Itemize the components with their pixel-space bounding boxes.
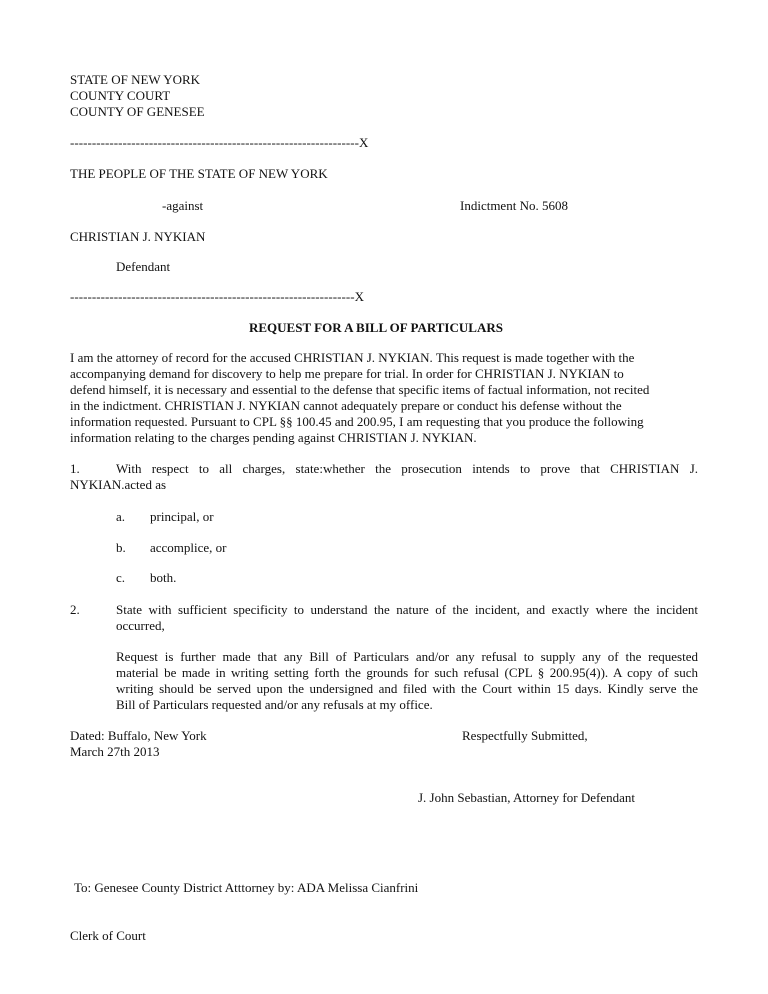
option-letter: a. bbox=[116, 509, 126, 524]
item-number: 1. bbox=[70, 461, 80, 476]
dated-date: March 27th 2013 bbox=[70, 744, 160, 759]
item-number: 2. bbox=[70, 602, 80, 617]
intro-line: information relating to the charges pending against CHRISTIAN J. NYKIAN. bbox=[70, 430, 477, 445]
against-label: -against bbox=[162, 198, 204, 213]
court-county: COUNTY OF GENESEE bbox=[70, 104, 205, 119]
intro-line: in the indictment. CHRISTIAN J. NYKIAN cannot adequately prepare or conduct his defense without the bbox=[70, 398, 622, 413]
plaintiff-name: THE PEOPLE OF THE STATE OF NEW YORK bbox=[70, 166, 328, 181]
defendant-name: CHRISTIAN J. NYKIAN bbox=[70, 229, 206, 244]
option-principal: principal, or bbox=[150, 509, 214, 524]
option-accomplice: accomplice, or bbox=[150, 540, 227, 555]
respectfully-submitted: Respectfully Submitted, bbox=[462, 728, 588, 743]
further-line: writing should be served upon the undersigned and filed with the Court within 15 days. Kindly serve the bbox=[116, 681, 698, 696]
attorney-signature: J. John Sebastian, Attorney for Defendant bbox=[418, 790, 635, 805]
intro-line: defend himself, it is necessary and essential to the defense that specific items of factual information, not recited bbox=[70, 382, 650, 397]
intro-line: information requested. Pursuant to CPL §§ 100.45 and 200.95, I am requesting that you produce the following bbox=[70, 414, 644, 429]
caption-divider-bottom: -----------------------------------------------------------------X bbox=[70, 289, 365, 304]
dated-location: Dated: Buffalo, New York bbox=[70, 728, 207, 743]
item-text-continued: occurred, bbox=[116, 618, 165, 633]
recipient-line: To: Genesee County District Atttorney by: ADA Melissa Cianfrini bbox=[74, 880, 419, 895]
indictment-number: Indictment No. 5608 bbox=[460, 198, 568, 213]
defendant-label: Defendant bbox=[116, 259, 171, 274]
further-line: Request is further made that any Bill of Particulars and/or any refusal to supply any of the requested bbox=[116, 649, 698, 664]
option-both: both. bbox=[150, 570, 177, 585]
caption-divider-top: ------------------------------------------------------------------X bbox=[70, 135, 369, 150]
intro-line: I am the attorney of record for the accused CHRISTIAN J. NYKIAN. This request is made together with the bbox=[70, 350, 635, 365]
clerk-line: Clerk of Court bbox=[70, 928, 146, 943]
court-state: STATE OF NEW YORK bbox=[70, 72, 201, 87]
item-text: State with sufficient specificity to understand the nature of the incident, and exactly where the incident bbox=[116, 602, 698, 617]
further-line: Bill of Particulars requested and/or any refusals at my office. bbox=[116, 697, 433, 712]
document-title: REQUEST FOR A BILL OF PARTICULARS bbox=[249, 320, 503, 335]
further-line: material be made in writing setting forth the grounds for such refusal (CPL § 200.95(4)). A copy of such bbox=[116, 665, 698, 680]
option-letter: b. bbox=[116, 540, 126, 555]
option-letter: c. bbox=[116, 570, 126, 585]
item-text: With respect to all charges, state:whether the prosecution intends to prove that CHRISTIAN J. bbox=[116, 461, 698, 476]
court-name: COUNTY COURT bbox=[70, 88, 171, 103]
item-text-continued: NYKIAN.acted as bbox=[70, 477, 167, 492]
intro-line: accompanying demand for discovery to help me prepare for trial. In order for CHRISTIAN J. NYKIAN to bbox=[70, 366, 624, 381]
